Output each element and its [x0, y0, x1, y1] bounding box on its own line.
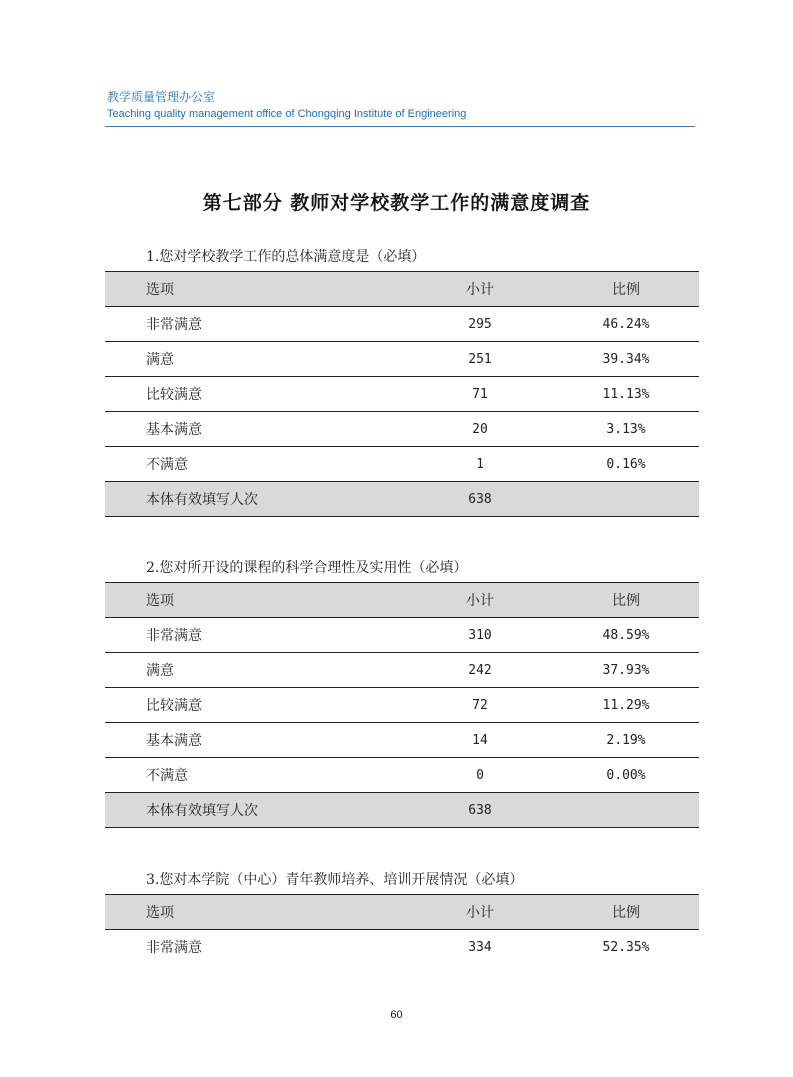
count-cell: 0 [407, 758, 553, 793]
page-number: 60 [390, 1009, 403, 1021]
section-title: 第七部分 教师对学校教学工作的满意度调查 [202, 192, 591, 214]
table-header-row [105, 895, 699, 930]
percent-cell: 2.19% [553, 723, 699, 758]
table-header-row [105, 272, 699, 307]
option-cell: 基本满意 [105, 723, 407, 758]
header-percent: 比例 [553, 583, 699, 618]
option-cell: 满意 [105, 342, 407, 377]
table-row [105, 758, 699, 793]
question-2-title: 2.您对所开设的课程的科学合理性及实用性（必填） [146, 560, 468, 576]
percent-cell: 48.59% [553, 618, 699, 653]
percent-cell: 3.13% [553, 412, 699, 447]
percent-cell: 37.93% [553, 653, 699, 688]
question-3-title: 3.您对本学院（中心）青年教师培养、培训开展情况（必填） [146, 872, 524, 888]
percent-cell: 46.24% [553, 307, 699, 342]
percent-cell: 11.29% [553, 688, 699, 723]
option-cell: 不满意 [105, 447, 407, 482]
option-cell: 比较满意 [105, 377, 407, 412]
count-cell: 72 [407, 688, 553, 723]
count-cell: 1 [407, 447, 553, 482]
table-header-row [105, 583, 699, 618]
header-count: 小计 [407, 583, 553, 618]
count-cell: 251 [407, 342, 553, 377]
count-cell: 295 [407, 307, 553, 342]
percent-cell: 11.13% [553, 377, 699, 412]
table-row [105, 930, 699, 965]
header-percent: 比例 [553, 895, 699, 930]
question-1-table [105, 271, 699, 517]
question-2-table [105, 582, 699, 828]
option-cell: 非常满意 [105, 930, 407, 965]
table-row [105, 688, 699, 723]
header-option: 选项 [105, 272, 407, 307]
option-cell: 满意 [105, 653, 407, 688]
question-1-title: 1.您对学校教学工作的总体满意度是（必填） [146, 249, 426, 265]
table-row [105, 377, 699, 412]
option-cell: 非常满意 [105, 307, 407, 342]
percent-cell: 0.00% [553, 758, 699, 793]
total-percent-empty [553, 793, 699, 828]
total-count: 638 [407, 793, 553, 828]
percent-cell: 39.34% [553, 342, 699, 377]
total-percent-empty [553, 482, 699, 517]
total-count: 638 [407, 482, 553, 517]
count-cell: 14 [407, 723, 553, 758]
header-count: 小计 [407, 895, 553, 930]
count-cell: 20 [407, 412, 553, 447]
total-label: 本体有效填写人次 [105, 793, 407, 828]
table-row [105, 342, 699, 377]
option-cell: 非常满意 [105, 618, 407, 653]
total-row [105, 793, 699, 828]
table-row [105, 412, 699, 447]
header-percent: 比例 [553, 272, 699, 307]
header-count: 小计 [407, 272, 553, 307]
count-cell: 334 [407, 930, 553, 965]
option-cell: 基本满意 [105, 412, 407, 447]
count-cell: 310 [407, 618, 553, 653]
table-row [105, 307, 699, 342]
total-label: 本体有效填写人次 [105, 482, 407, 517]
option-cell: 比较满意 [105, 688, 407, 723]
header-divider [105, 126, 695, 127]
header-org-en: Teaching quality management office of Chongqing Institute of Engineering [107, 108, 467, 120]
percent-cell: 52.35% [553, 930, 699, 965]
header-option: 选项 [105, 583, 407, 618]
question-3-table [105, 894, 699, 964]
table-row [105, 723, 699, 758]
table-row [105, 653, 699, 688]
header-option: 选项 [105, 895, 407, 930]
total-row [105, 482, 699, 517]
table-row [105, 618, 699, 653]
table-row [105, 447, 699, 482]
option-cell: 不满意 [105, 758, 407, 793]
count-cell: 71 [407, 377, 553, 412]
header-org-cn: 教学质量管理办公室 [107, 90, 216, 104]
count-cell: 242 [407, 653, 553, 688]
percent-cell: 0.16% [553, 447, 699, 482]
